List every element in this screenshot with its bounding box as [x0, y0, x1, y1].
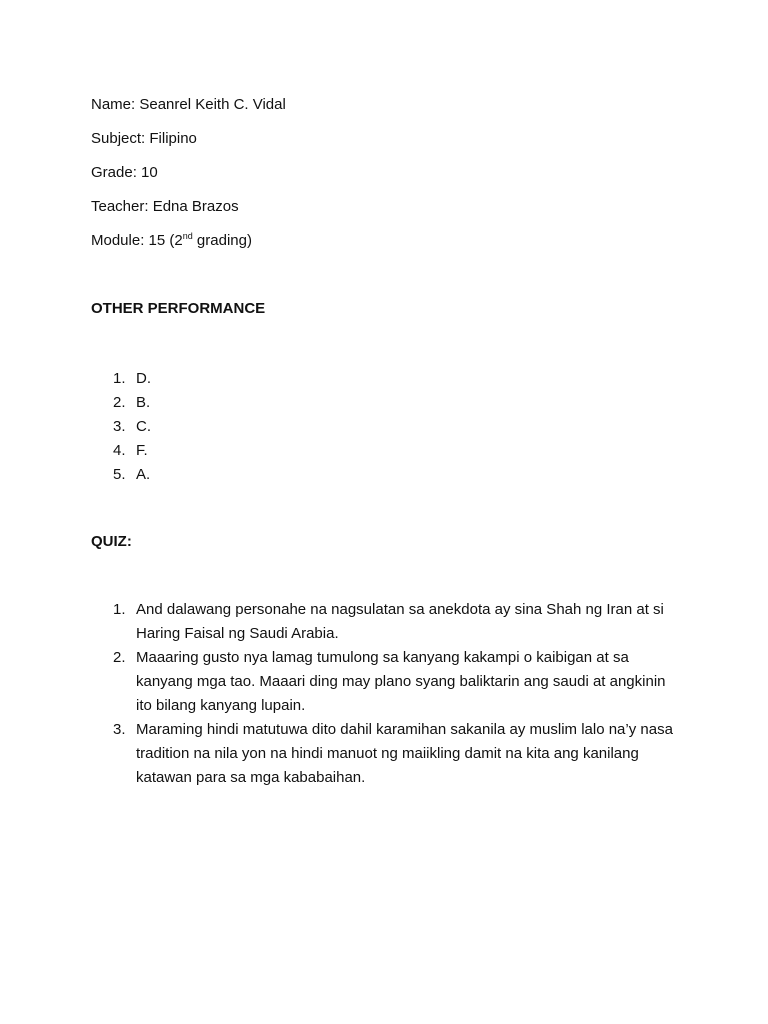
quiz-list [91, 598, 691, 790]
item-number: 1. [113, 601, 126, 618]
list-item [91, 415, 391, 439]
item-answer: D. [136, 370, 151, 387]
item-answer: B. [136, 394, 151, 411]
item-number: 4. [113, 442, 126, 459]
module-suffix: grading) [192, 232, 252, 249]
item-number: 1. [113, 370, 126, 387]
item-answer: A. [136, 466, 151, 483]
item-answer: F. [136, 442, 148, 459]
answer-list [91, 367, 391, 487]
other-performance-title: OTHER PERFORMANCE [91, 300, 266, 317]
student-name: Name: Seanrel Keith C. Vidal [91, 96, 286, 113]
list-item [91, 598, 691, 646]
subject-line: Subject: Filipino [91, 130, 197, 147]
item-number: 2. [113, 394, 126, 411]
grade-line: Grade: 10 [91, 164, 158, 181]
quiz-answer: Maaaring gusto nya lamag tumulong sa kanyang kakampi o kaibigan at sa kanyang mga tao. Maaari ding may plano syang baliktarin ang saudi at angkinin ito bilang kanyang lupain. [136, 649, 666, 714]
list-item [91, 439, 391, 463]
module-prefix: Module: 15 (2 [91, 232, 183, 249]
item-number: 3. [113, 418, 126, 435]
list-item [91, 391, 391, 415]
module-superscript: nd [182, 231, 193, 241]
item-answer: C. [136, 418, 151, 435]
teacher-line: Teacher: Edna Brazos [91, 198, 239, 215]
list-item [91, 718, 691, 790]
module-line [91, 231, 252, 251]
list-item [91, 646, 691, 718]
list-item [91, 463, 391, 487]
item-number: 5. [113, 466, 126, 483]
list-item [91, 367, 391, 391]
item-number: 3. [113, 721, 126, 738]
quiz-answer: Maraming hindi matutuwa dito dahil karamihan sakanila ay muslim lalo na’y nasa tradition na nila yon na hindi manuot ng maiikling damit na kita ang kanilang katawan para sa mga kababaihan. [136, 721, 673, 786]
quiz-title: QUIZ: [91, 533, 132, 550]
quiz-answer: And dalawang personahe na nagsulatan sa anekdota ay sina Shah ng Iran at si Haring Faisal ng Saudi Arabia. [136, 601, 664, 642]
item-number: 2. [113, 649, 126, 666]
